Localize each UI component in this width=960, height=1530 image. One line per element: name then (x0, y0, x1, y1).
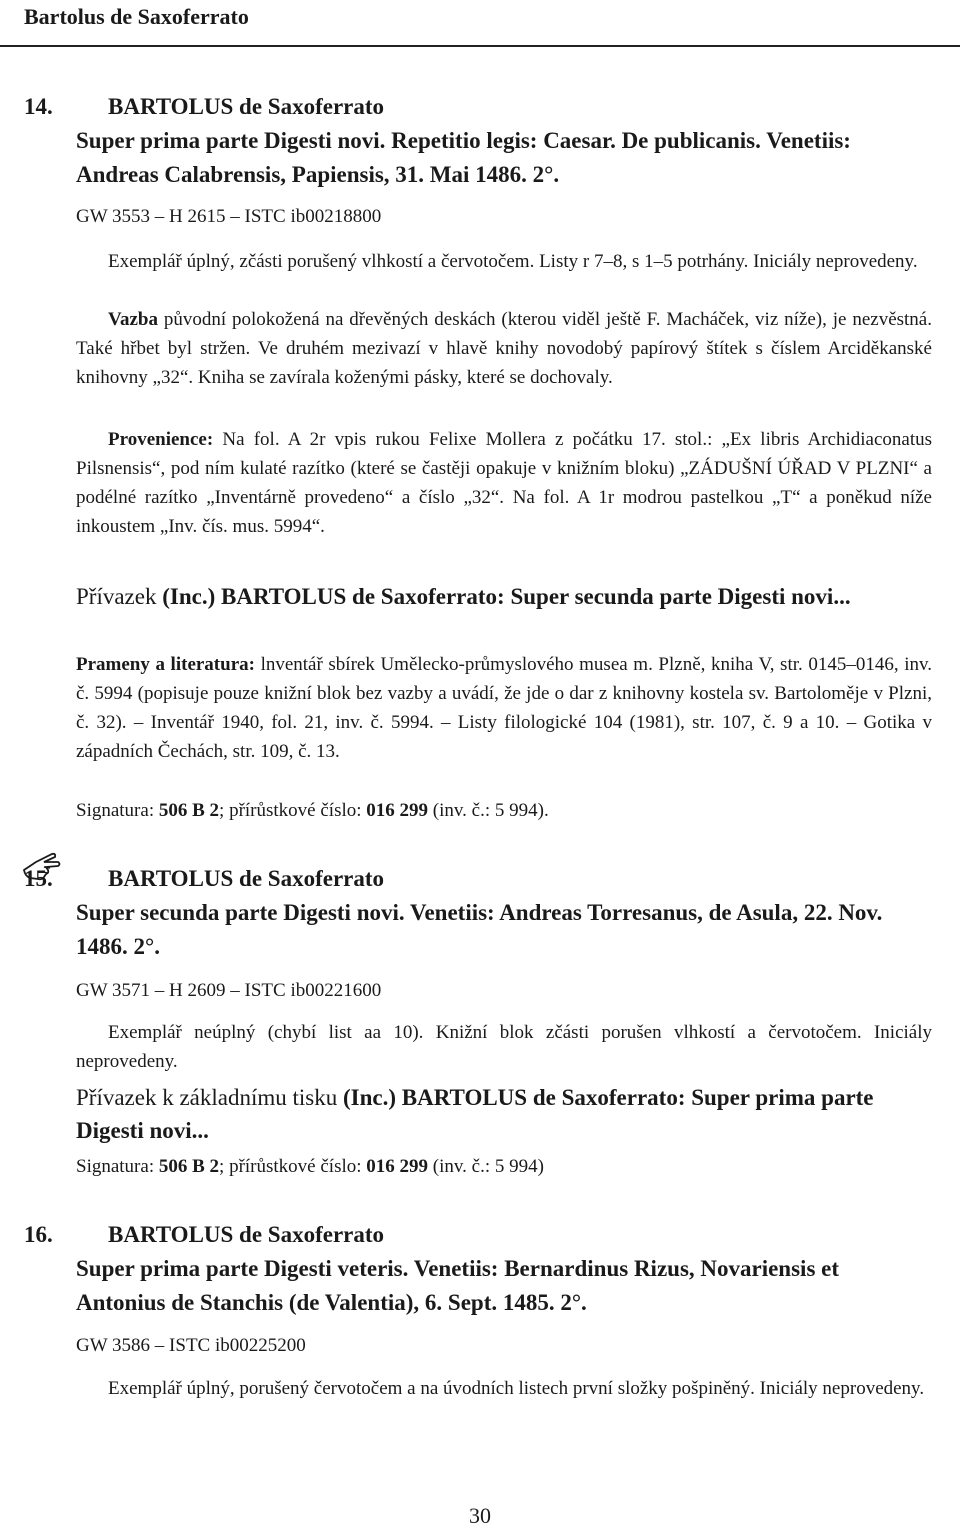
entry-number: 16. (24, 1222, 53, 1247)
entry-author: BARTOLUS de Saxoferrato (108, 1222, 385, 1247)
entry-15-heading (24, 862, 384, 896)
entry-15-title: Super secunda parte Digesti novi. Venetiis: Andreas Torresanus, de Asula, 22. Nov. 1486. 2°. (76, 900, 883, 959)
running-header: Bartolus de Saxoferrato (24, 4, 249, 29)
page-number: 30 (469, 1503, 491, 1528)
literature-text: lnventář sbírek Umělecko-průmyslového musea m. Plzně, kniha V, str. 0145–0146, inv. č. 5994 (popisuje pouze knižní blok bez vazby a uvádí, že jde o dar z knihovny kostela sv. Bartoloměje v Plzni, č. 32). – Inventář 1940, fol. 21, inv. č. 5994. – Listy filologické 104 (1981), str. 107, č. 9 a 10. – Gotika v západních Čechách, str. 109, č. 13. (76, 654, 932, 762)
entry-14-heading (24, 90, 384, 124)
entry-16-refs: GW 3586 – ISTC ib00225200 (76, 1335, 306, 1356)
header-rule (0, 45, 960, 47)
entry-15-description: Exemplář neúplný (chybí list aa 10). Knižní blok zčásti porušen vlhkostí a červotočem. Iniciály neprovedeny. (76, 1022, 932, 1072)
accession-label: ; přírůstkové číslo: (219, 800, 367, 821)
entry-14-binding (76, 305, 932, 392)
accession-value: 016 299 (366, 1156, 429, 1177)
provenance-label: Provenience: (108, 429, 214, 450)
accession-value: 016 299 (366, 800, 429, 821)
entry-14-provenance (76, 425, 932, 541)
accession-label: ; přírůstkové číslo: (219, 1156, 367, 1177)
signature-label: Signatura: (76, 1156, 159, 1177)
literature-label: Prameny a literatura: (76, 654, 255, 675)
binding-label: Vazba (108, 309, 158, 330)
provenance-text: Na fol. A 2r vpis rukou Felixe Mollera z počátku 17. stol.: „Ex libris Archidiaconatus Pilsnensis“, pod ním kulaté razítko (které se častěji opakuje v knižním bloku) „ZÁDUŠNÍ ÚŘAD V PLZNI“ a podélné razítko „Inventárně provedeno“ a číslo „32“. Na fol. A 1r modrou pastelkou „T“ a poněkud níže inkoustem „Inv. čís. mus. 5994“. (76, 429, 932, 537)
inventory-text: (inv. č.: 5 994). (428, 800, 549, 821)
entry-14-refs: GW 3553 – H 2615 – ISTC ib00218800 (76, 206, 382, 227)
signature-label: Signatura: (76, 800, 159, 821)
entry-author: BARTOLUS de Saxoferrato (108, 94, 385, 119)
entry-number: 14. (24, 94, 53, 119)
entry-15-refs: GW 3571 – H 2609 – ISTC ib00221600 (76, 980, 382, 1001)
signature-value: 506 B 2 (158, 800, 220, 821)
inventory-text: (inv. č.: 5 994) (428, 1156, 544, 1177)
entry-14-attachment (76, 580, 932, 613)
attachment-text: (Inc.) BARTOLUS de Saxoferrato: Super prima parte Digesti novi... (76, 1085, 874, 1143)
attachment-text: (Inc.) BARTOLUS de Saxoferrato: Super secunda parte Digesti novi... (156, 584, 851, 609)
entry-16-description: Exemplář úplný, porušený červotočem a na úvodních listech první složky pošpiněný. Iniciály neprovedeny. (108, 1378, 925, 1399)
entry-14-literature (76, 650, 932, 766)
entry-15-signature (76, 1156, 544, 1178)
entry-15-attachment (76, 1081, 932, 1147)
binding-text: původní polokožená na dřevěných deskách (kterou viděl ještě F. Macháček, viz níže), je nezvěstná. Také hřbet byl stržen. Ve druhém mezivazí v hlavě knihy novodobý papírový štítek s číslem Arciděkanské knihovny „32“. Kniha se zavírala koženými pásky, které se dochovaly. (76, 309, 932, 388)
entry-16-title: Super prima parte Digesti veteris. Venetiis: Bernardinus Rizus, Novariensis et Antonius de Stanchis (de Valentia), 6. Sept. 1485. 2°. (76, 1256, 840, 1315)
entry-author: BARTOLUS de Saxoferrato (108, 866, 385, 891)
entry-16-heading (24, 1218, 384, 1252)
entry-number: 15. (24, 866, 53, 891)
entry-14-title: Super prima parte Digesti novi. Repetitio legis: Caesar. De publicanis. Venetiis: Andreas Calabrensis, Papiensis, 31. Mai 1486. 2°. (76, 128, 851, 187)
attachment-label: Přívazek k základnímu tisku (76, 1085, 338, 1110)
attachment-label: Přívazek (76, 584, 157, 609)
entry-14-description: Exemplář úplný, zčásti porušený vlhkostí a červotočem. Listy r 7–8, s 1–5 potrhány. Iniciály neprovedeny. (108, 251, 918, 272)
entry-14-signature (76, 800, 549, 822)
signature-value: 506 B 2 (158, 1156, 220, 1177)
